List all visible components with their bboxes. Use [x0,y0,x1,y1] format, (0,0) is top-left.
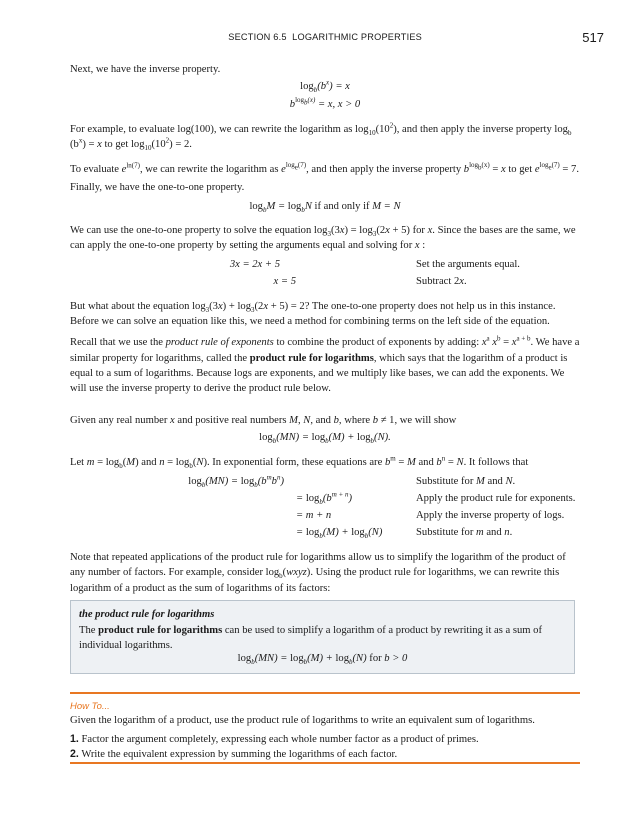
derivation-row: = $\log_b(M) + \log_b(N)$ Substitute for m and n. [296,526,513,540]
page-header [0,31,630,47]
paragraph: Let $m = \log_b(M)$ and $n = \log_b(N)$. In exponential form, these equations are $b^m = M$ and $b^n = N$. It follows that [70,454,529,471]
equation: $\log_b(MN) = \log_b(M) + \log_b(N)$. [259,432,391,446]
list-item: 1. Factor the argument completely, expressing each whole number factor as a product of primes. [70,733,479,745]
derivation-row: $\log_b(MN) = \log_b(b^mb^n)$ Substitute for M and N. [188,473,516,489]
paragraph: Next, we have the inverse property. [70,64,221,75]
paragraph: Note that repeated applications of the product rule for logarithms allow us to simplify the logarithm of the product of any number of factors. For example, consider $\log_b(wxyz)$. Using the product rule for logarithms, we can rewrite this logarithm of a product as the sum of logarithms of its factors: [70,551,566,594]
derivation-row: = m + n Apply the inverse property of logs. [296,509,565,521]
derivation-row: 3x = 2x + 5 Set the arguments equal. [229,258,520,270]
page-number: 517 [582,30,604,45]
paragraph: Recall that we use the product rule of exponents to combine the product of exponents by adding: $x^a$ $x^b = x^{a + b}$. We have a similar property for logarithms, called the product rule for logarithms, which says that the logarithm of a product is equal to a sum of logarithms. Because logs are exponents, and we multiply like bases, we can add the exponents. We will use the inverse property to derive the product rule below. [70,334,580,395]
howto-label: How To... [70,701,110,712]
howto-bottom-rule [70,762,580,764]
paragraph: Given any real number x and positive real numbers M, N, and b, where b ≠ 1, we will show [70,414,457,426]
box-title: the product rule for logarithms [79,609,215,620]
howto-top-rule [70,692,580,694]
box-equation: $\log_b(MN) = \log_b(M) + \log_b(N)$ for b > 0 [237,653,408,667]
paragraph: But what about the equation $\log_3(3x) + \log_3(2x + 5) = 2$? The one-to-one property does not help us in this instance. Before we can solve an equation like this, we need a method for combining terms on the left side of the equation. [70,300,556,327]
paragraph: Finally, we have the one-to-one property. [70,182,245,194]
howto-steps [70,732,580,763]
main-content [70,62,580,615]
equation: $\log_b(b^x) = x$ [300,78,350,95]
paragraph: For example, to evaluate log(100), we can rewrite the logarithm as $\log_{10}(10^2)$, and then apply the inverse property $\log_b (b^x) = x$ to get $\log_{10}(10^2) = 2$. [70,121,572,153]
equation: $b^{log_b(x)} = x$, x > 0 [289,96,361,110]
howto-intro: Given the logarithm of a product, use the product rule of logarithms to write an equivalent sum of logarithms. [70,715,535,726]
box-text: The product rule for logarithms can be used to simplify a logarithm of a product by rewriting it as a sum of individual logarithms. [79,625,543,652]
paragraph: To evaluate $e^{ln(7)}$, we can rewrite the logarithm as $e^{log_e(7)}$, and then apply the inverse property $b^{log_b(x)} = x$ to get $e^{log_e(7)} = 7$. [70,161,579,175]
derivation-row: x = 5 Subtract 2x. [273,275,467,287]
equation: $\log_bM = \log_bN$ if and only if M = N [249,200,401,214]
paragraph: We can use the one-to-one property to solve the equation $\log_3(3x) = \log_3(2x + 5)$ for x. Since the bases are the same, we can apply the one-to-one property by setting the arguments equal and solving for x : [70,224,576,252]
list-item: 2. Write the equivalent expression by summing the logarithms of each factor. [70,748,398,761]
section-heading: SECTION 6.5 LOGARITHMIC PROPERTIES [228,32,422,42]
definition-box [70,600,575,674]
derivation-row: = $\log_b(b^{m + n})$ Apply the product rule for exponents. [296,490,576,506]
